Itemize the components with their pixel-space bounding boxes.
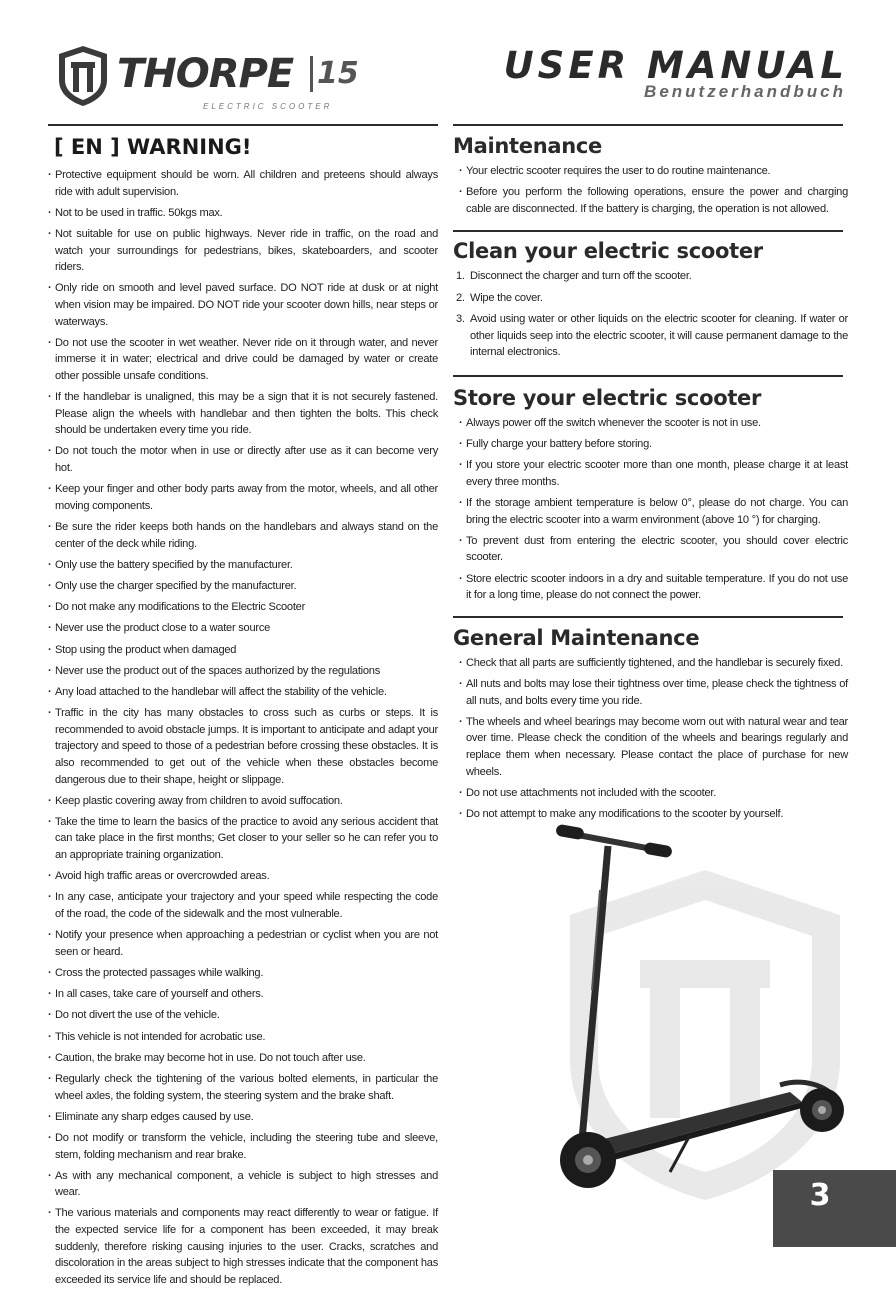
general-list — [453, 655, 848, 823]
list-item: · Avoid high traffic areas or overcrowded areas. — [48, 868, 438, 885]
maintenance-list — [453, 163, 848, 217]
item-text: Disconnect the charger and turn off the scooter. — [470, 270, 692, 283]
numbered-item — [456, 268, 848, 285]
list-item: · Take the time to learn the basics of the practice to avoid any serious accident that can take place in the first months; Get closer to your seller so he can refer you to an appropriate training organization. — [48, 814, 438, 864]
store-section — [453, 375, 848, 604]
list-item: · Stop using the product when damaged — [48, 642, 438, 659]
list-item: · Keep your finger and other body parts away from the motor, wheels, and all other moving components. — [48, 481, 438, 514]
general-heading: General Maintenance — [453, 625, 700, 650]
list-item: · Your electric scooter requires the user to do routine maintenance. — [459, 163, 848, 180]
item-number: 1. — [456, 270, 465, 283]
list-item: · Check that all parts are sufficiently tightened, and the handlebar is securely fixed. — [459, 655, 848, 672]
list-item: · Do not make any modifications to the Electric Scooter — [48, 599, 438, 616]
list-item: · Do not touch the motor when in use or directly after use as it can become very hot. — [48, 443, 438, 476]
list-item: · Caution, the brake may become hot in use. Do not touch after use. — [48, 1050, 438, 1067]
list-item: · Eliminate any sharp edges caused by use. — [48, 1109, 438, 1126]
warning-column — [48, 124, 438, 1293]
brand-logo — [57, 44, 357, 116]
store-heading: Store your electric scooter — [453, 385, 762, 410]
list-item: · If the storage ambient temperature is below 0°, please do not charge. You can bring the electric scooter into a warm environment (above 10 °) for charging. — [459, 495, 848, 528]
page-number-tab — [773, 1170, 896, 1247]
list-item: · In any case, anticipate your trajectory and your speed while respecting the code of the road, the code of the sidewalk and the most vulnerable. — [48, 889, 438, 922]
divider — [48, 124, 438, 126]
item-text: Avoid using water or other liquids on the electric scooter for cleaning. If water or other liquids seep into the electric scooter, it will cause permanent damage to the internal electronics. — [470, 313, 848, 359]
list-item: · Do not use the scooter in wet weather. Never ride on it through water, and never immerse it in water; electrical and drive could be damaged by water or create other possible unsafe conditions. — [48, 335, 438, 385]
list-item: · Keep plastic covering away from children to avoid suffocation. — [48, 793, 438, 810]
list-item: · Before you perform the following operations, ensure the power and charging cable are disconnected. If the battery is charging, the operation is not allowed. — [459, 184, 848, 217]
item-text: Wipe the cover. — [470, 291, 543, 304]
list-item: · If the handlebar is unaligned, this may be a sign that it is not securely fastened. Please align the wheels with handlebar and then tighten the bolts. This check should be undertaken every time you ride. — [48, 389, 438, 439]
list-item: · Cross the protected passages while walking. — [48, 965, 438, 982]
scooter-illustration — [540, 810, 870, 1210]
maintenance-section — [453, 124, 848, 217]
divider — [453, 230, 843, 232]
divider — [453, 375, 843, 377]
list-item: · Be sure the rider keeps both hands on the handlebars and always stand on the center of the deck while riding. — [48, 519, 438, 552]
handlebar-icon — [555, 824, 673, 859]
list-item: · Only ride on smooth and level paved surface. DO NOT ride at dusk or at night when vision may be impaired. DO NOT ride your scooter down hills, near steps or waterways. — [48, 280, 438, 330]
shield-logo-icon — [57, 44, 109, 108]
item-number: 2. — [456, 291, 465, 304]
list-item: · Only use the charger specified by the manufacturer. — [48, 578, 438, 595]
warning-heading: [ EN ] WARNING! — [54, 135, 252, 159]
rear-wheel-icon — [800, 1088, 844, 1132]
page-number: 3 — [809, 1178, 831, 1213]
page-title: USER MANUAL — [503, 44, 848, 87]
list-item: · Not suitable for use on public highways. Never ride in traffic, on the road and watch your surroundings for pedestrians, bikes, skateboarders, and scooter riders. — [48, 226, 438, 276]
list-item: · As with any mechanical component, a vehicle is subject to high stresses and wear. — [48, 1168, 438, 1201]
list-item: · Do not divert the use of the vehicle. — [48, 1007, 438, 1024]
list-item: · All nuts and bolts may lose their tightness over time, please check the tightness of all nuts, and bolts every time you ride. — [459, 676, 848, 709]
list-item: · Never use the product close to a water source — [48, 620, 438, 637]
list-item: · Any load attached to the handlebar will affect the stability of the vehicle. — [48, 684, 438, 701]
list-item: · Do not attempt to make any modifications to the scooter by yourself. — [459, 806, 848, 823]
list-item: · Not to be used in traffic. 50kgs max. — [48, 205, 438, 222]
brand-tagline: ELECTRIC SCOOTER — [203, 102, 333, 111]
list-item: · In all cases, take care of yourself and others. — [48, 986, 438, 1003]
list-item: · Only use the battery specified by the manufacturer. — [48, 557, 438, 574]
list-item: · Do not use attachments not included with the scooter. — [459, 785, 848, 802]
list-item: · The wheels and wheel bearings may become worn out with natural wear and tear over time. Please check the condition of the wheels and bearings regularly and replace them when necessary. Please contact the place of purchase for new wheels. — [459, 714, 848, 780]
list-item: · Store electric scooter indoors in a dry and suitable temperature. If you do not use it for a long time, please do not connect the power. — [459, 571, 848, 604]
list-item: · Do not modify or transform the vehicle, including the steering tube and sleeve, stem, folding mechanism and rear brake. — [48, 1130, 438, 1163]
list-item: · Regularly check the tightening of the various bolted elements, in particular the wheel axles, the folding system, the steering system and the brake shaft. — [48, 1071, 438, 1104]
front-wheel-icon — [560, 1132, 616, 1188]
scooter-image — [540, 810, 870, 1210]
list-item: · This vehicle is not intended for acrobatic use. — [48, 1029, 438, 1046]
maintenance-heading: Maintenance — [453, 134, 602, 158]
clean-section — [453, 230, 848, 361]
store-list — [453, 415, 848, 604]
list-item: · If you store your electric scooter more than one month, please charge it at least every three months. — [459, 457, 848, 490]
numbered-item — [456, 311, 848, 361]
clean-heading: Clean your electric scooter — [453, 239, 763, 264]
warning-list — [48, 167, 438, 1288]
list-item: · The various materials and components may react differently to wear or fatigue. If the expected service life for a component has been exceeded, it may break suddenly, therefore risking causing injuries to the user. Cracks, scratches and discoloration in the areas subject to high stresses indicate that the component has exceeded its service life and should be replaced. — [48, 1205, 438, 1288]
brand-name: THORPE — [117, 51, 294, 97]
list-item: · Fully charge your battery before storing. — [459, 436, 848, 453]
divider — [453, 124, 843, 126]
list-item: · Notify your presence when approaching a pedestrian or cyclist when you are not seen or heard. — [48, 927, 438, 960]
general-section — [453, 616, 848, 823]
item-number: 3. — [456, 313, 465, 326]
clean-list — [453, 268, 848, 361]
page-subtitle: Benutzerhandbuch — [644, 82, 846, 101]
list-item: · To prevent dust from entering the electric scooter, you should cover electric scooter. — [459, 533, 848, 566]
maintenance-column — [453, 124, 848, 827]
numbered-item — [456, 290, 848, 307]
list-item: · Never use the product out of the spaces authorized by the regulations — [48, 663, 438, 680]
list-item: · Traffic in the city has many obstacles to cross such as curbs or steps. It is recommended to avoid obstacle jumps. It is important to anticipate and adapt your trajectory and speed to those of a pedestrian before crossing these obstacles. It is also recommended to get out of the vehicle when these obstacles become dangerous due to their shape, height or slippage. — [48, 705, 438, 788]
list-item: · Always power off the switch whenever the scooter is not in use. — [459, 415, 848, 432]
list-item: · Protective equipment should be worn. All children and preteens should always ride with adult supervision. — [48, 167, 438, 200]
divider — [453, 616, 843, 618]
brand-model: 15 — [310, 56, 359, 92]
